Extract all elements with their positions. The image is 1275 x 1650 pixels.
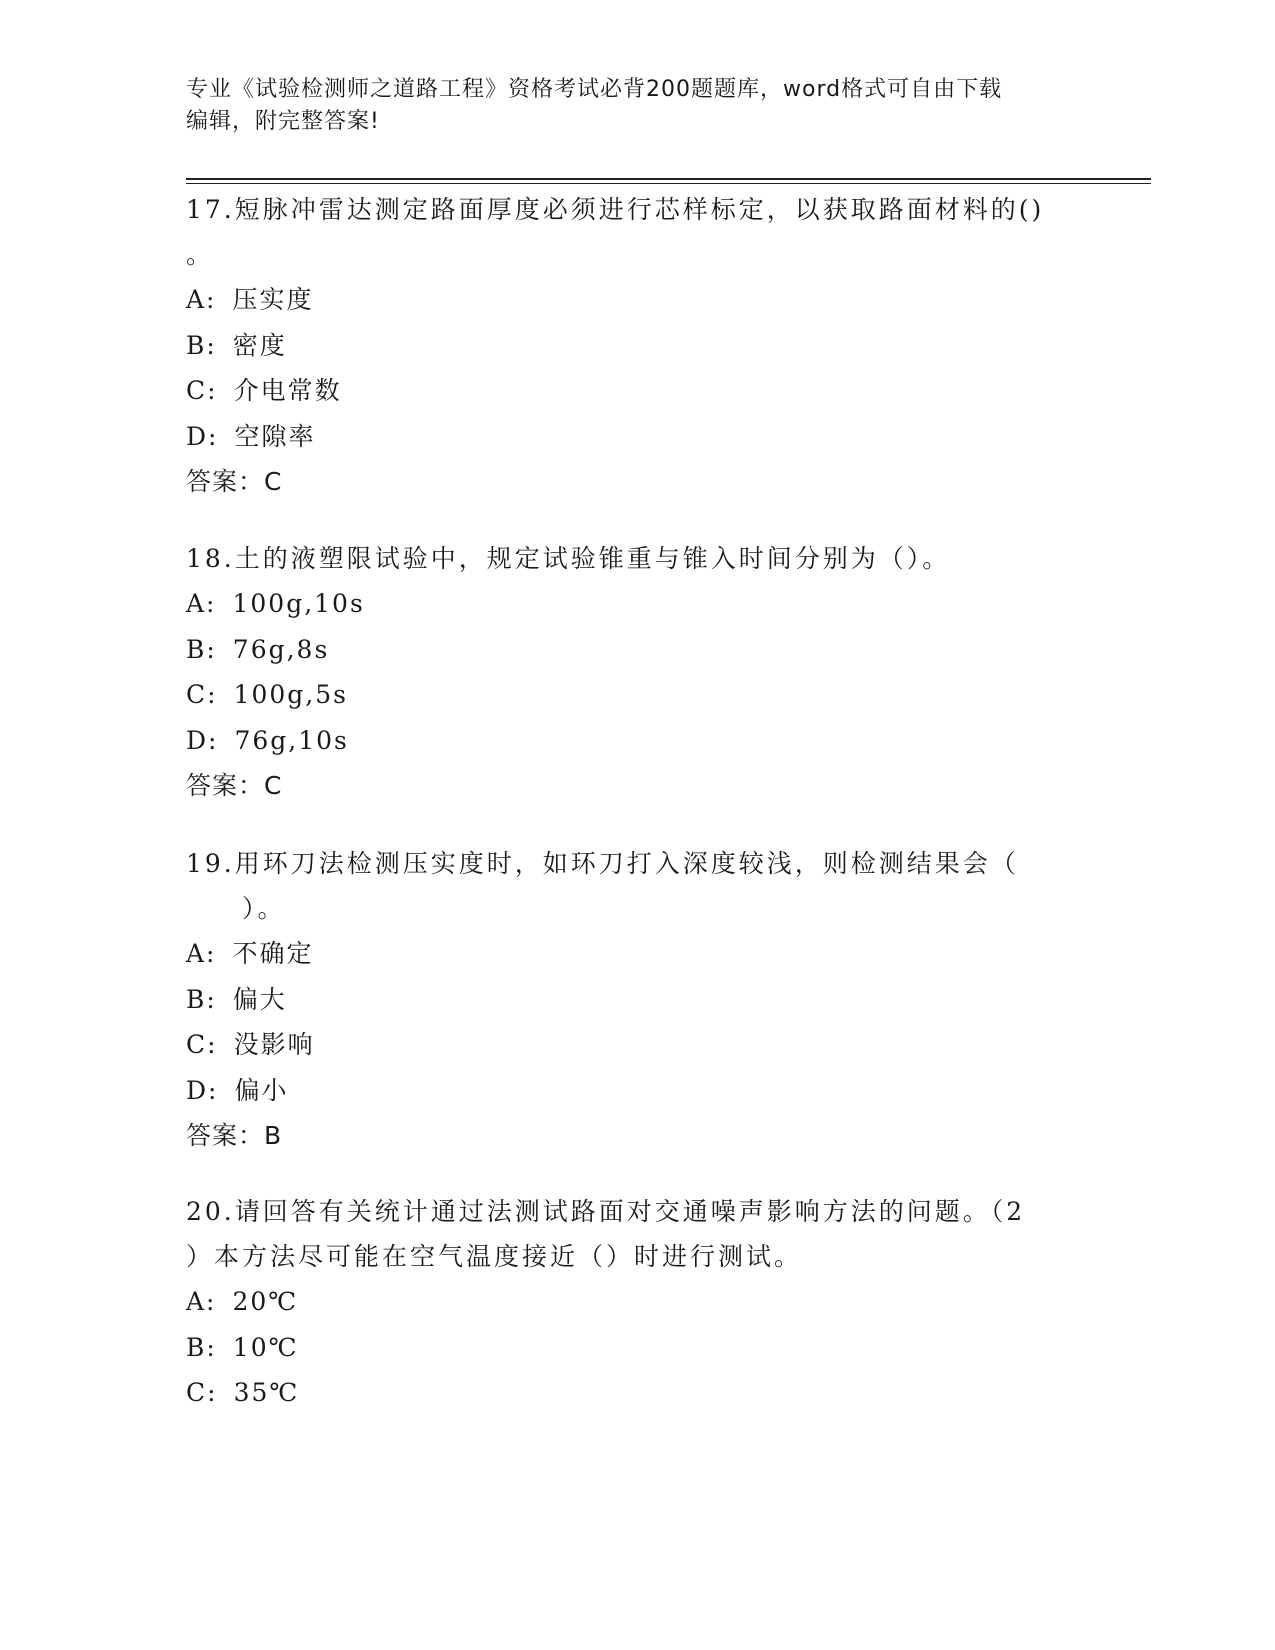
option-letter: B: — [186, 1332, 217, 1362]
option-b — [186, 627, 1086, 673]
question-stem: 20.请回答有关统计通过法测试路面对交通噪声影响方法的问题。（2 — [186, 1197, 1026, 1226]
option-text: 76g,8s — [232, 634, 330, 664]
option-letter: D: — [186, 421, 219, 451]
option-text: 不确定 — [232, 939, 314, 968]
option-d — [186, 718, 1086, 764]
option-a — [186, 1279, 1086, 1325]
option-d — [186, 1068, 1086, 1114]
option-text: 76g,10s — [234, 725, 349, 755]
option-text: 100g,10s — [232, 589, 365, 618]
question-stem-continued: ）本方法尽可能在空气温度接近（）时进行测试。 — [186, 1242, 803, 1271]
option-text: 100g,5s — [233, 680, 348, 709]
option-c — [186, 1022, 1086, 1068]
question-stem: 17.短脉冲雷达测定路面厚度必须进行芯样标定，以获取路面材料的() — [186, 195, 1045, 224]
option-text: 压实度 — [232, 285, 314, 314]
option-letter: C: — [186, 1030, 218, 1059]
option-text: 偏大 — [232, 984, 287, 1014]
option-c — [186, 672, 1086, 718]
option-text: 空隙率 — [234, 421, 316, 451]
option-letter: A: — [186, 939, 217, 968]
option-text: 35℃ — [233, 1378, 300, 1407]
option-text: 密度 — [232, 330, 287, 360]
option-b — [186, 977, 1086, 1023]
option-letter: D: — [186, 725, 219, 755]
option-letter: D: — [186, 1075, 219, 1105]
option-letter: A: — [186, 589, 217, 618]
option-letter: B: — [186, 330, 217, 360]
answer-line: 答案：B — [186, 1121, 283, 1150]
header-line-2: 编辑，附完整答案! — [186, 109, 380, 134]
question-18 — [186, 536, 1086, 809]
answer-line: 答案：C — [186, 467, 283, 496]
question-stem-continued: 。 — [186, 240, 215, 269]
option-text: 10℃ — [232, 1332, 299, 1362]
option-b — [186, 1325, 1086, 1371]
option-letter: C: — [186, 1378, 218, 1407]
option-text: 偏小 — [234, 1075, 289, 1105]
option-a — [186, 931, 1086, 977]
document-header — [186, 74, 1086, 138]
option-text: 没影响 — [233, 1030, 315, 1059]
question-stem: 19.用环刀法检测压实度时，如环刀打入深度较浅，则检测结果会（ — [186, 849, 1019, 878]
question-19 — [186, 841, 1086, 1159]
option-text: 20℃ — [232, 1287, 299, 1316]
option-text: 介电常数 — [233, 376, 342, 405]
header-rule-thin — [186, 183, 1151, 184]
answer-line: 答案：C — [186, 771, 283, 800]
option-letter: C: — [186, 376, 218, 405]
option-c — [186, 368, 1086, 414]
option-a — [186, 277, 1086, 323]
option-d — [186, 414, 1086, 460]
header-line-1: 专业《试验检测师之道路工程》资格考试必背200题题库，word格式可自由下载 — [186, 77, 1003, 102]
option-b — [186, 323, 1086, 369]
option-c — [186, 1370, 1086, 1416]
question-stem: 18.土的液塑限试验中，规定试验锥重与锥入时间分别为（）。 — [186, 544, 951, 573]
option-letter: A: — [186, 285, 217, 314]
question-17 — [186, 187, 1086, 505]
option-letter: B: — [186, 634, 217, 664]
option-letter: B: — [186, 984, 217, 1014]
header-rule-thick — [186, 178, 1151, 180]
option-letter: C: — [186, 680, 218, 709]
option-a — [186, 581, 1086, 627]
question-20 — [186, 1189, 1086, 1416]
question-stem-continued: ）。 — [186, 894, 286, 923]
option-letter: A: — [186, 1287, 217, 1316]
